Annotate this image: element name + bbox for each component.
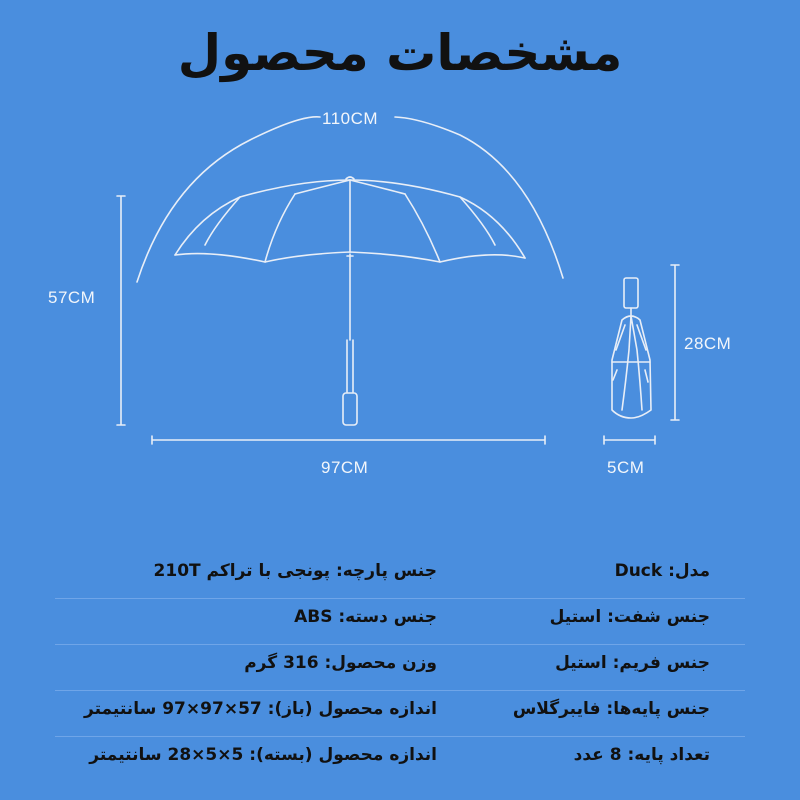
row-divider (55, 644, 745, 645)
spec-weight: وزن محصول: 316 گرم (244, 653, 437, 673)
row-divider (55, 690, 745, 691)
closed-width-label: 5CM (607, 458, 645, 477)
spec-row (55, 693, 745, 737)
spec-closed-size: اندازه محصول (بسته): 5×5×28 سانتیمتر (89, 745, 437, 765)
width-bracket (152, 436, 545, 444)
closed-height-label: 28CM (684, 334, 732, 353)
spec-frame: جنس فریم: استیل (555, 653, 710, 673)
height-bracket (117, 196, 125, 425)
umbrella-handle (343, 393, 357, 425)
spec-ribs-material: جنس پایه‌ها: فایبرگلاس (512, 699, 710, 719)
closed-height-bracket (671, 265, 679, 420)
spec-fabric: جنس پارچه: پونجی با تراکم 210T (153, 561, 437, 581)
row-divider (55, 736, 745, 737)
canopy-arc-line-right (395, 117, 563, 278)
spec-ribs-count: تعداد پایه: 8 عدد (573, 745, 710, 765)
closed-umbrella-body (612, 316, 651, 418)
spec-row (55, 601, 745, 645)
spec-handle: جنس دسته: ABS (294, 607, 437, 627)
spec-row (55, 739, 745, 783)
spec-row (55, 555, 745, 599)
closed-width-bracket (604, 436, 655, 444)
closed-umbrella-handle (624, 278, 638, 308)
open-height-label: 57CM (48, 288, 96, 307)
open-width-label: 97CM (321, 458, 369, 477)
canopy-arc-label: 110CM (322, 109, 379, 128)
spec-model: مدل: Duck (614, 561, 710, 581)
spec-row (55, 647, 745, 691)
row-divider (55, 598, 745, 599)
page-title: مشخصات محصول (177, 24, 623, 82)
spec-shaft: جنس شفت: استیل (549, 607, 710, 627)
spec-open-size: اندازه محصول (باز): 57×97×97 سانتیمتر (84, 699, 437, 719)
